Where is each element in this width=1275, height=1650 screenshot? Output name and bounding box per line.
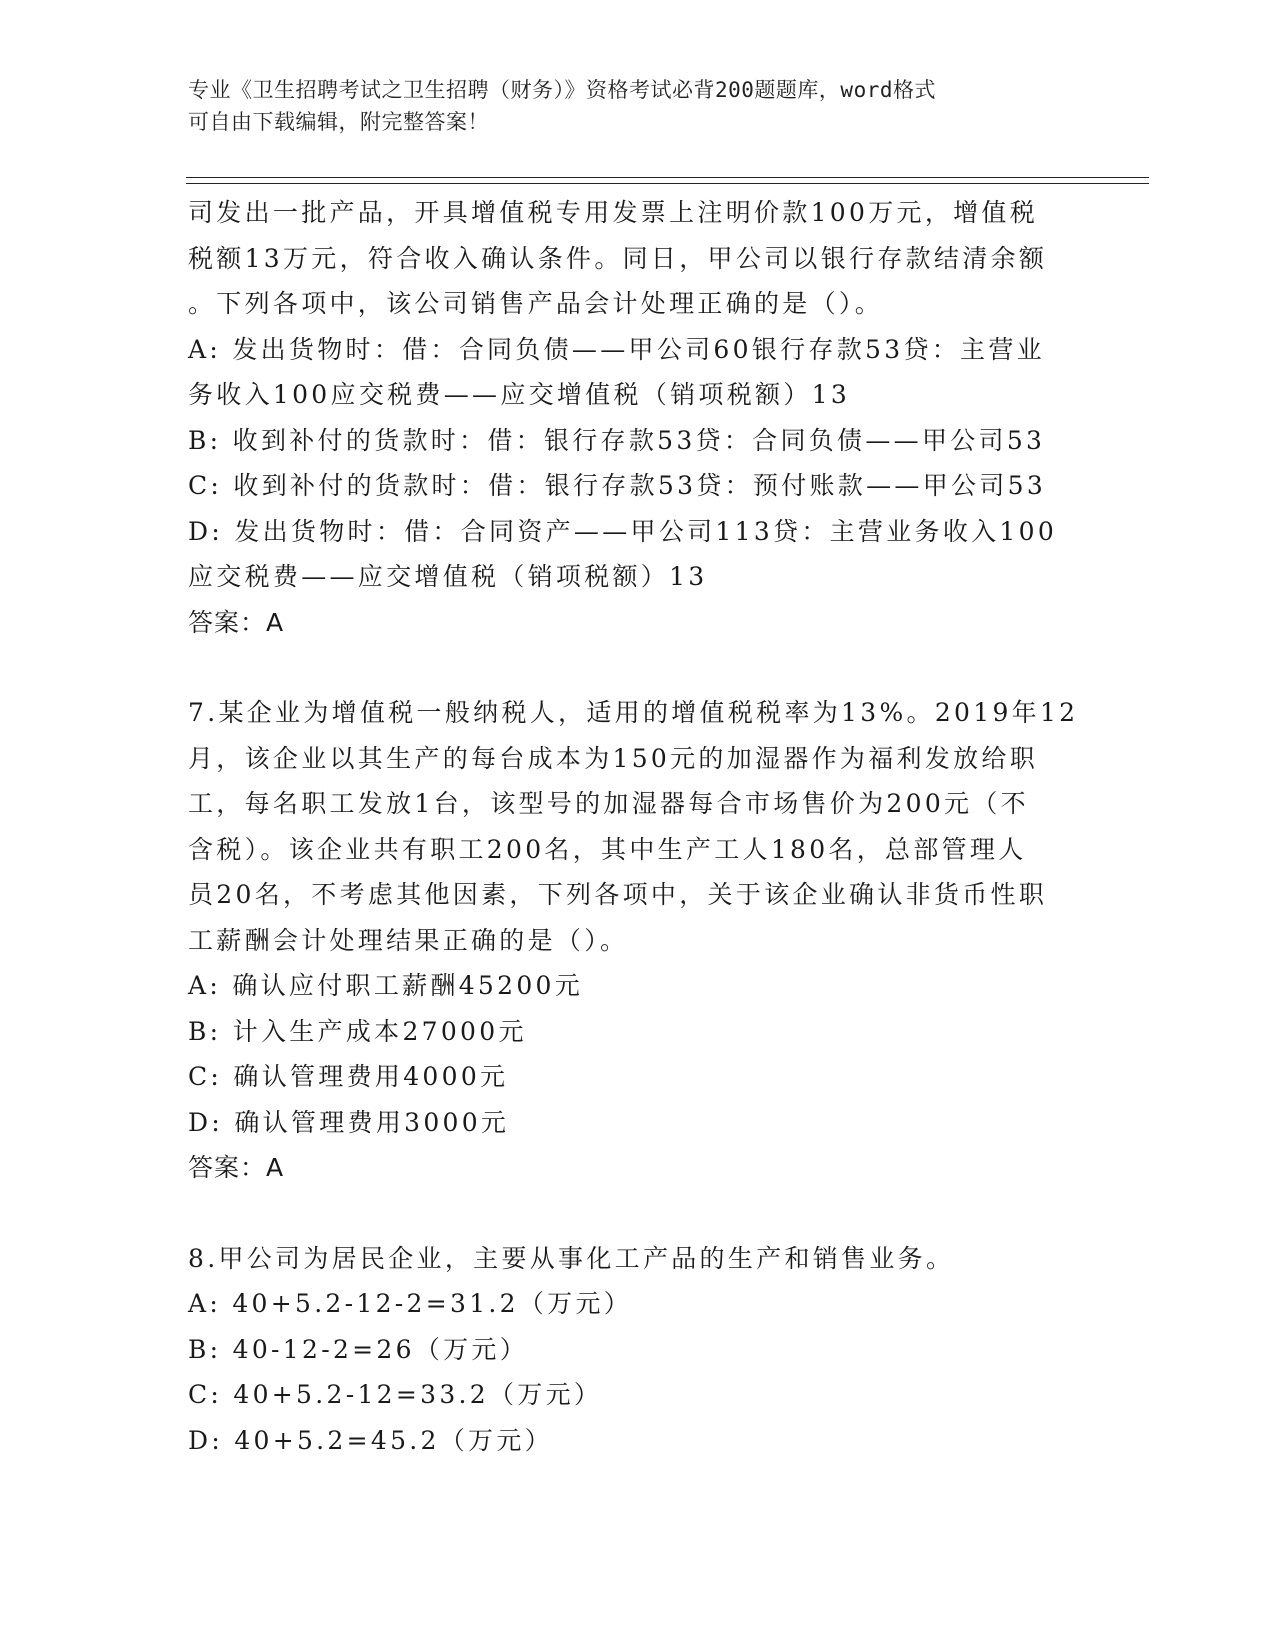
header-title-line-2: 可自由下载编辑，附完整答案！ bbox=[188, 110, 489, 134]
option-d-line-1: D: 发出货物时：借：合同资产——甲公司113贷：主营业务收入100 bbox=[188, 516, 1058, 546]
question-8 bbox=[188, 1236, 1088, 1464]
option-a-line-1: A: 发出货物时：借：合同负债——甲公司60银行存款53贷：主营业 bbox=[188, 334, 1045, 364]
answer-label: 答案：A bbox=[188, 1153, 285, 1182]
question-stem-line: 月，该企业以其生产的每台成本为150元的加湿器作为福利发放给职 bbox=[188, 743, 1039, 773]
question-stem-line: 员20名，不考虑其他因素，下列各项中，关于该企业确认非货币性职 bbox=[188, 880, 1048, 909]
document-body bbox=[188, 190, 1088, 1463]
answer-label: 答案：A bbox=[188, 607, 285, 637]
question-stem-line: 7.某企业为增值税一般纳税人，适用的增值税税率为13%。2019年12 bbox=[188, 698, 1079, 727]
question-stem-line: 。下列各项中，该公司销售产品会计处理正确的是（）。 bbox=[188, 289, 884, 318]
option-d: D: 确认管理费用3000元 bbox=[188, 1107, 510, 1137]
document-header bbox=[188, 74, 1068, 138]
question-stem-line: 工薪酬会计处理结果正确的是（）。 bbox=[188, 925, 629, 955]
option-b: B: 计入生产成本27000元 bbox=[188, 1016, 527, 1046]
question-stem-line: 工，每名职工发放1台，该型号的加湿器每合市场售价为200元（不 bbox=[188, 789, 1029, 818]
header-divider-top bbox=[186, 177, 1149, 178]
option-c: C: 确认管理费用4000元 bbox=[188, 1062, 509, 1091]
option-a: A: 40+5.2-12-2=31.2（万元） bbox=[188, 1289, 633, 1318]
question-6 bbox=[188, 190, 1088, 645]
header-divider-bottom bbox=[186, 183, 1149, 184]
option-c: C: 收到补付的货款时：借：银行存款53贷：预付账款——甲公司53 bbox=[188, 471, 1047, 500]
question-7 bbox=[188, 690, 1088, 1191]
option-d: D: 40+5.2=45.2（万元） bbox=[188, 1425, 553, 1455]
option-d-line-2: 应交税费——应交增值税（销项税额）13 bbox=[188, 562, 708, 591]
option-a: A: 确认应付职工薪酬45200元 bbox=[188, 971, 584, 1000]
question-spacer bbox=[188, 1191, 1088, 1236]
question-stem-line: 8.甲公司为居民企业，主要从事化工产品的生产和销售业务。 bbox=[188, 1243, 955, 1273]
header-title-line-1: 专业《卫生招聘考试之卫生招聘（财务）》资格考试必背200题题库，word格式 bbox=[188, 78, 936, 102]
option-b: B: 40-12-2=26（万元） bbox=[188, 1334, 529, 1364]
option-b: B: 收到补付的货款时：借：银行存款53贷：合同负债——甲公司53 bbox=[188, 425, 1046, 455]
question-stem-line: 司发出一批产品，开具增值税专用发票上注明价款100万元，增值税 bbox=[188, 198, 1039, 227]
option-a-line-2: 务收入100应交税费——应交增值税（销项税额）13 bbox=[188, 380, 851, 409]
option-c: C: 40+5.2-12=33.2（万元） bbox=[188, 1380, 603, 1409]
question-spacer bbox=[188, 645, 1088, 690]
question-stem-line: 税额13万元，符合收入确认条件。同日，甲公司以银行存款结清余额 bbox=[188, 243, 1048, 273]
question-stem-line: 含税）。该企业共有职工200名，其中生产工人180名，总部管理人 bbox=[188, 834, 1027, 864]
